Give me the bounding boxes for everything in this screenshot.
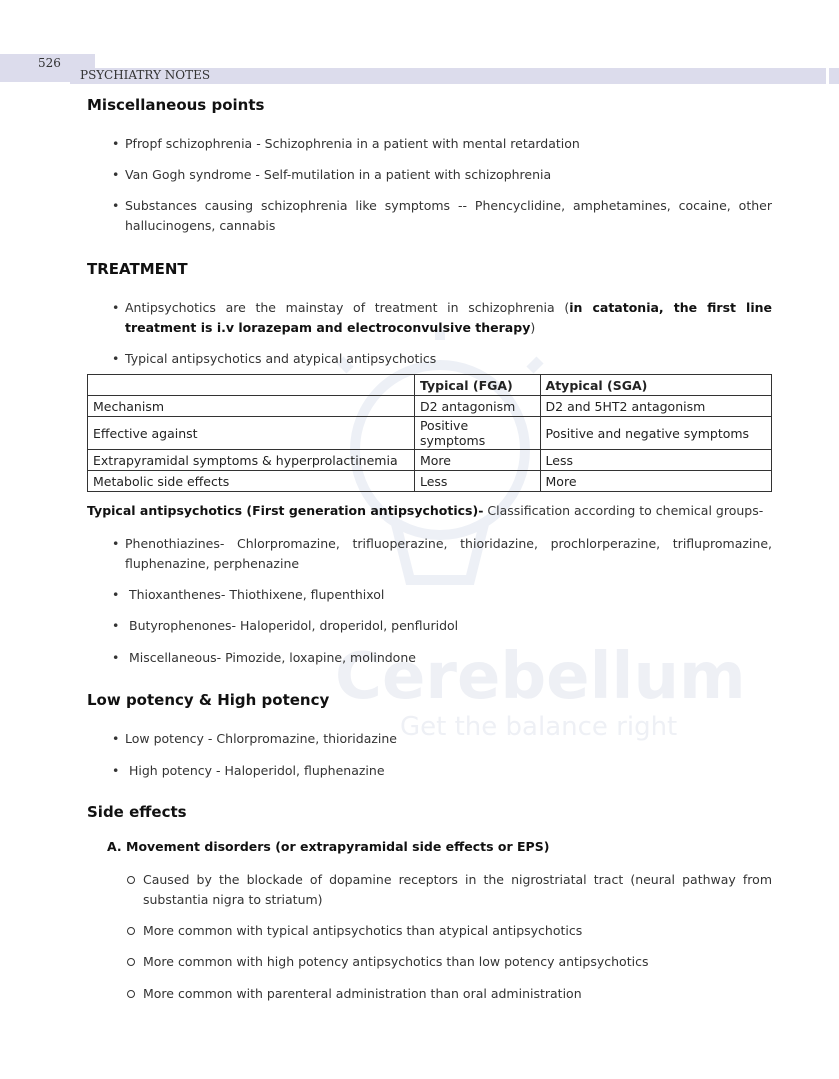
circle-bullet-icon — [127, 990, 135, 998]
table-cell: Metabolic side effects — [88, 471, 415, 492]
table-header-cell: Atypical (SGA) — [540, 375, 771, 396]
typical-item: Butyrophenones- Haloperidol, droperidol, penfluridol — [129, 618, 459, 633]
typical-item: Miscellaneous- Pimozide, loxapine, molindone — [129, 650, 416, 665]
table-cell: Effective against — [88, 417, 415, 450]
misc-item: Pfropf schizophrenia - Schizophrenia in a patient with mental retardation — [125, 136, 580, 151]
table-cell: More — [414, 450, 540, 471]
misc-item: Van Gogh syndrome - Self-mutilation in a patient with schizophrenia — [125, 167, 552, 182]
misc-item: Substances causing schizophrenia like symptoms -- Phencyclidine, amphetamines, cocaine, other hallucinogens, cannabis — [125, 198, 772, 233]
table-cell: Less — [540, 450, 771, 471]
typical-lead: Typical antipsychotics (First generation antipsychotics)- Classification according to chemical groups- — [87, 503, 764, 518]
bullet-icon: • — [112, 536, 120, 551]
table-cell: Mechanism — [88, 396, 415, 417]
potency-item: High potency - Haloperidol, fluphenazine — [129, 763, 385, 778]
bullet-icon: • — [112, 300, 120, 315]
watermark-brand: Cerebellum — [335, 640, 746, 714]
table-header-cell — [88, 375, 415, 396]
treatment-heading: TREATMENT — [87, 260, 188, 278]
table-header-row — [88, 375, 772, 396]
bullet-icon: • — [112, 198, 120, 213]
treatment-item-1: Antipsychotics are the mainstay of treatment in schizophrenia (in catatonia, the first line treatment is i.v lorazepam and electroconvulsive therapy) — [125, 300, 772, 335]
table-cell: D2 and 5HT2 antagonism — [540, 396, 771, 417]
bullet-icon: • — [112, 587, 120, 602]
table-row — [88, 471, 772, 492]
side-effect-item: Caused by the blockade of dopamine receptors in the nigrostriatal tract (neural pathway from substantia nigra to striatum) — [143, 872, 772, 907]
table-row — [88, 450, 772, 471]
side-effect-item: More common with typical antipsychotics than atypical antipsychotics — [143, 923, 583, 938]
table-cell: Positive and negative symptoms — [540, 417, 771, 450]
table-row — [88, 417, 772, 450]
side-effect-item: More common with high potency antipsychotics than low potency antipsychotics — [143, 954, 649, 969]
circle-bullet-icon — [127, 927, 135, 935]
treatment-item-2: Typical antipsychotics and atypical antipsychotics — [125, 351, 437, 366]
side-effect-item: More common with parenteral administration than oral administration — [143, 986, 582, 1001]
potency-heading: Low potency & High potency — [87, 691, 330, 709]
bullet-icon: • — [112, 136, 120, 151]
misc-heading: Miscellaneous points — [87, 96, 265, 114]
side-effects-subheading: A. Movement disorders (or extrapyramidal side effects or EPS) — [107, 839, 550, 854]
bullet-icon: • — [112, 167, 120, 182]
bullet-icon: • — [112, 731, 120, 746]
bullet-icon: • — [112, 618, 120, 633]
table-cell: Less — [414, 471, 540, 492]
comparison-table — [87, 374, 772, 492]
typical-item: Thioxanthenes- Thiothixene, flupenthixol — [129, 587, 385, 602]
side-effects-heading: Side effects — [87, 803, 187, 821]
watermark-tagline: Get the balance right — [400, 712, 678, 742]
typical-item: Phenothiazines- Chlorpromazine, trifluoperazine, thioridazine, prochlorperazine, triflupromazine, fluphenazine, perphenazine — [125, 536, 772, 571]
table-cell: D2 antagonism — [414, 396, 540, 417]
bullet-icon: • — [112, 763, 120, 778]
circle-bullet-icon — [127, 876, 135, 884]
table-header-cell: Typical (FGA) — [414, 375, 540, 396]
table-cell: Positive symptoms — [414, 417, 540, 450]
potency-item: Low potency - Chlorpromazine, thioridazine — [125, 731, 397, 746]
header-bar-end — [829, 68, 839, 84]
bullet-icon: • — [112, 351, 120, 366]
circle-bullet-icon — [127, 958, 135, 966]
running-title: PSYCHIATRY NOTES — [80, 68, 211, 82]
bullet-icon: • — [112, 650, 120, 665]
table-row — [88, 396, 772, 417]
table-cell: More — [540, 471, 771, 492]
table-cell: Extrapyramidal symptoms & hyperprolactinemia — [88, 450, 415, 471]
page-number: 526 — [38, 56, 61, 70]
